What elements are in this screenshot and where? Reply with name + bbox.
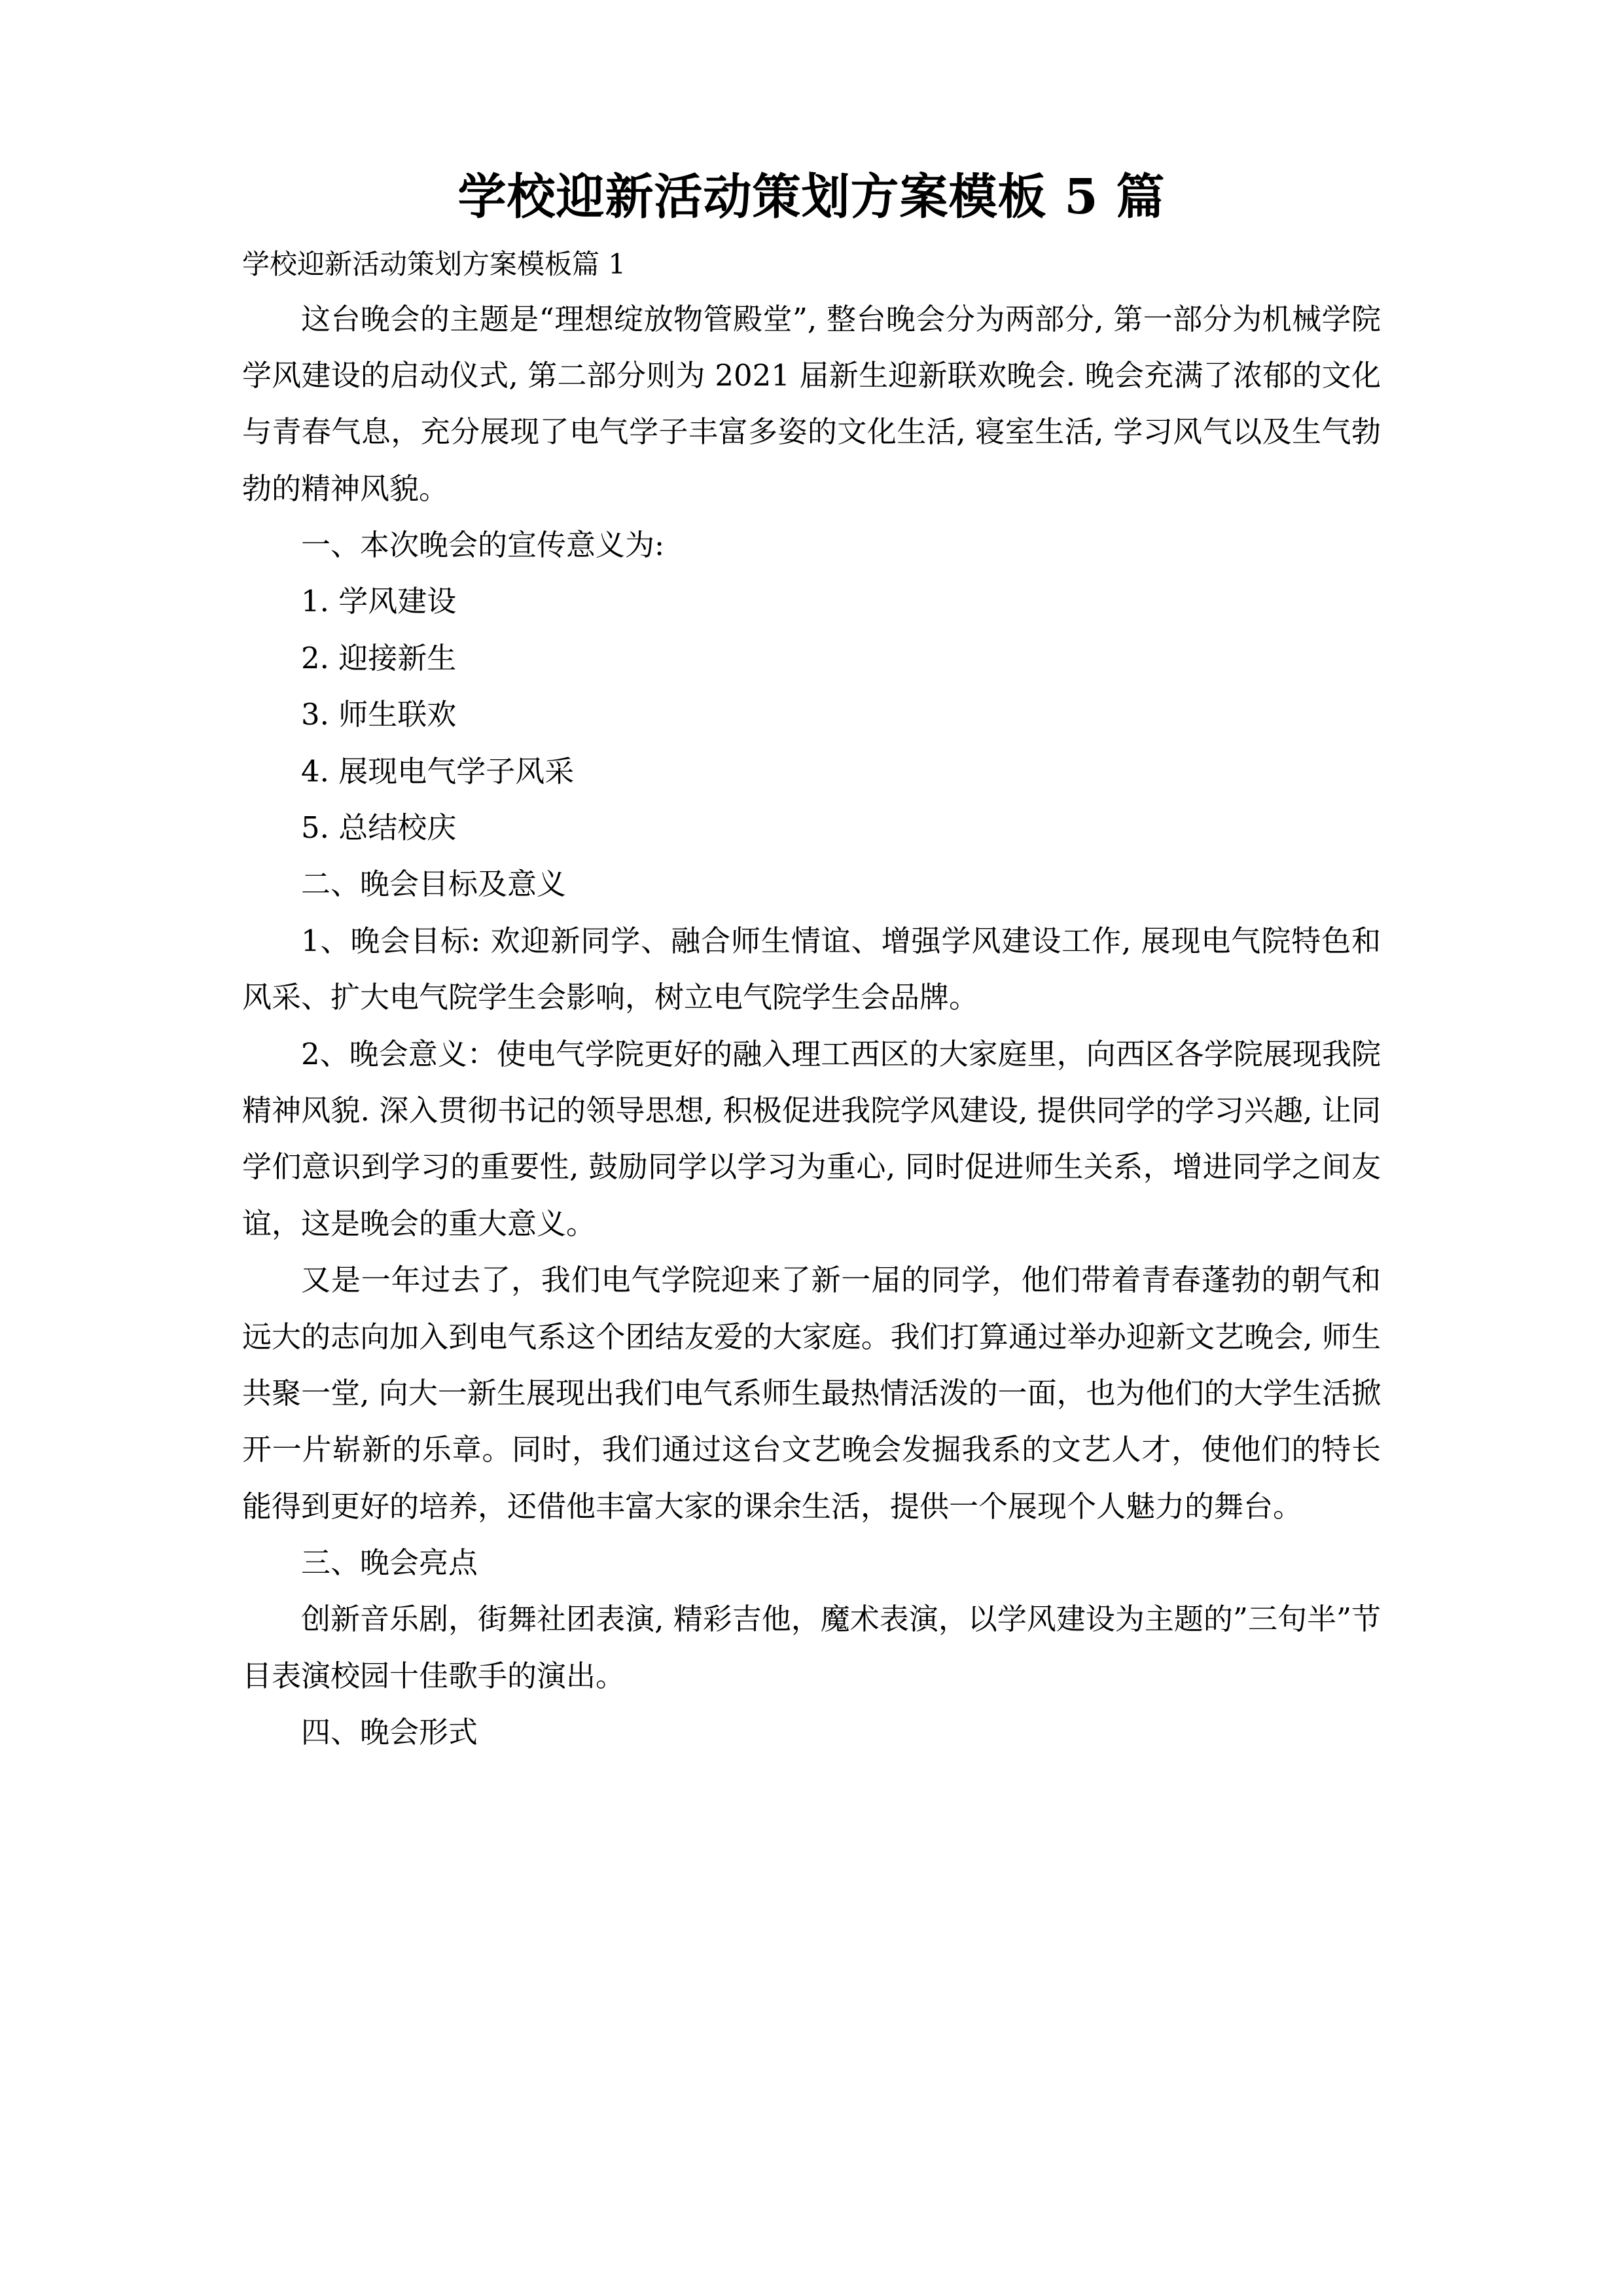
list-item: 2. 迎接新生	[301, 640, 457, 675]
section-subtitle: 学校迎新活动策划方案模板篇 1	[242, 247, 626, 280]
page-title: 学校迎新活动策划方案模板 5 篇	[457, 169, 1166, 225]
paragraph-new-year-reflection: 又是一年过去了，我们电气学院迎来了新一届的同学，他们带着青春蓬勃的朝气和远大的志向加入到电气系这个团结友爱的大家庭。我们打算通过举办迎新文艺晚会, 师生共聚一堂, 向大一新生展现出我们电气系师生最热情活泼的一面，也为他们的大学生活掀开一片崭新的乐章。同时，我们通过这台文艺晚会发掘我系的文艺人才，使他们的特长能得到更好的培养，还借他丰富大家的课余生活，提供一个展现个人魅力的舞台。	[242, 1263, 1381, 1524]
heading-three-highlights: 三、晚会亮点	[301, 1545, 478, 1581]
document-content	[242, 0, 1381, 1761]
list-item: 1. 学风建设	[301, 584, 457, 619]
heading-two-goals-and-meaning: 二、晚会目标及意义	[301, 867, 567, 902]
paragraph-party-meaning: 2、晚会意义：使电气学院更好的融入理工西区的大家庭里，向西区各学院展现我院精神风貌. 深入贯彻书记的领导思想, 积极促进我院学风建设, 提供同学的学习兴趣, 让同学们意识到学习的重要性, 鼓励同学以学习为重心, 同时促进师生关系，增进同学之间友谊，这是晚会的重大意义。	[242, 1036, 1381, 1241]
list-item: 4. 展现电气学子风采	[301, 753, 575, 789]
heading-four-format: 四、晚会形式	[301, 1715, 478, 1750]
list-item: 5. 总结校庆	[301, 810, 457, 846]
list-item: 3. 师生联欢	[301, 697, 457, 732]
paragraph-party-goal: 1、晚会目标: 欢迎新同学、融合师生情谊、增强学风建设工作, 展现电气院特色和风采、扩大电气院学生会影响，树立电气院学生会品牌。	[242, 923, 1381, 1015]
paragraph-highlights: 创新音乐剧，街舞社团表演, 精彩吉他，魔术表演，以学风建设为主题的”三句半”节目表演校园十佳歌手的演出。	[242, 1602, 1381, 1693]
heading-one-publicity-meaning: 一、本次晚会的宣传意义为:	[301, 528, 665, 563]
paragraph-intro: 这台晚会的主题是“理想绽放物管殿堂”, 整台晚会分为两部分, 第一部分为机械学院学风建设的启动仪式, 第二部分则为 2021 届新生迎新联欢晚会. 晚会充满了浓郁的文化与青春气息，充分展现了电气学子丰富多姿的文化生活, 寝室生活, 学习风气以及生气勃勃的精神风貌。	[242, 301, 1381, 506]
